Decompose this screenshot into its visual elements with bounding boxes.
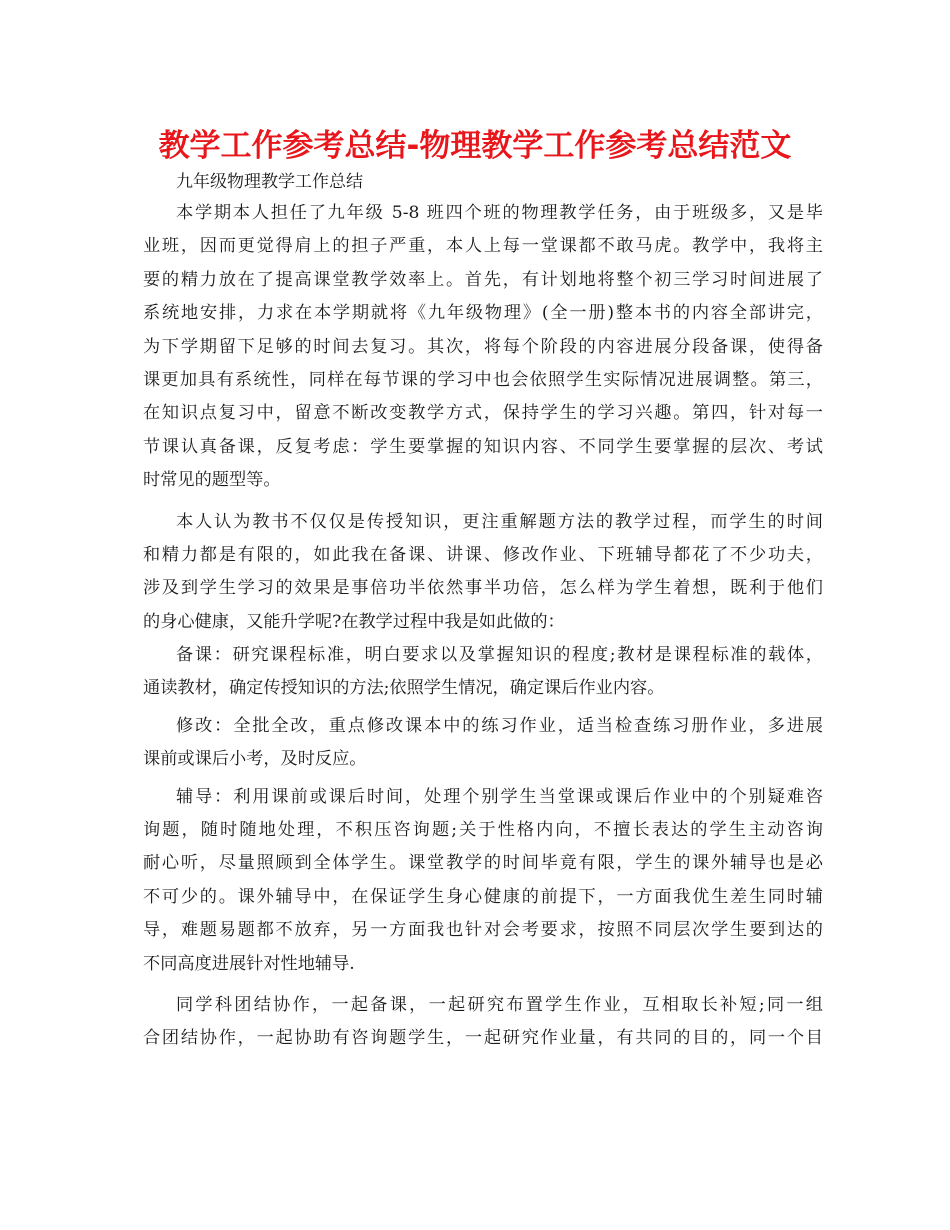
text-line: 课更加具有系统性，同样在每节课的学习中也会依照学生实际情况进展调整。第三， (143, 369, 823, 390)
paragraph-4 (143, 710, 823, 777)
paragraph-3 (143, 639, 823, 706)
text-line: 的身心健康，又能升学呢?在教学过程中我是如此做的： (143, 611, 565, 632)
text-line: 为下学期留下足够的时间去复习。其次，将每个阶段的内容进展分段备课，使得备 (143, 336, 823, 357)
text-line: 备课：研究课程标准，明白要求以及掌握知识的程度;教材是课程标准的载体， (176, 645, 823, 666)
text-line: 和精力都是有限的，如此我在备课、讲课、修改作业、下班辅导都花了不少功夫， (143, 544, 823, 565)
paragraph-1 (143, 197, 823, 498)
paragraph-2 (143, 506, 823, 640)
paragraph-6 (143, 989, 823, 1056)
text-line: 同学科团结协作，一起备课，一起研究布置学生作业，互相取长补短;同一组 (176, 994, 823, 1015)
text-line: 辅导：利用课前或课后时间，处理个别学生当堂课或课后作业中的个别疑难咨 (176, 786, 823, 807)
text-line: 耐心听，尽量照顾到全体学生。课堂教学的时间毕竟有限，学生的课外辅导也是必 (143, 853, 823, 874)
text-line: 业班，因而更觉得肩上的担子严重，本人上每一堂课都不敢马虎。教学中，我将主 (143, 236, 823, 257)
text-line: 导，难题易题都不放弃，另一方面我也针对会考要求，按照不同层次学生要到达的 (143, 920, 823, 941)
text-line: 本人认为教书不仅仅是传授知识，更注重解题方法的教学过程，而学生的时间 (176, 511, 823, 532)
text-line: 修改：全批全改，重点修改课本中的练习作业，适当检查练习册作业，多进展 (176, 715, 823, 736)
text-line: 合团结协作，一起协助有咨询题学生，一起研究作业量，有共同的目的，同一个目 (143, 1028, 823, 1049)
text-line: 在知识点复习中，留意不断改变教学方式，保持学生的学习兴趣。第四，针对每一 (143, 403, 823, 424)
text-line: 节课认真备课，反复考虑：学生要掌握的知识内容、不同学生要掌握的层次、考试 (143, 436, 823, 457)
text-line: 涉及到学生学习的效果是事倍功半依然事半功倍，怎么样为学生着想，既利于他们 (143, 578, 823, 599)
text-line: 询题，随时随地处理，不积压咨询题;关于性格内向，不擅长表达的学生主动咨询 (143, 820, 823, 841)
text-line: 时常见的题型等。 (143, 470, 281, 491)
document-body (143, 197, 823, 1056)
text-line: 要的精力放在了提高课堂教学效率上。首先，有计划地将整个初三学习时间进展了 (143, 269, 823, 290)
document-subtitle: 九年级物理教学工作总结 (176, 172, 363, 192)
document-title: 教学工作参考总结-物理教学工作参考总结范文 (158, 128, 792, 164)
paragraph-5 (143, 781, 823, 981)
text-line: 通读教材，确定传授知识的方法;依照学生情况，确定课后作业内容。 (143, 678, 665, 699)
text-line: 系统地安排，力求在本学期就将《九年级物理》(全一册)整本书的内容全部讲完， (143, 303, 823, 324)
text-line: 本学期本人担任了九年级 5-8 班四个班的物理教学任务，由于班级多，又是毕 (176, 203, 823, 223)
text-line: 课前或课后小考，及时反应。 (143, 749, 367, 770)
text-line: 不可少的。课外辅导中，在保证学生身心健康的前提下，一方面我优生差生同时辅 (143, 886, 823, 907)
text-line: 不同高度进展针对性地辅导. (143, 953, 355, 974)
